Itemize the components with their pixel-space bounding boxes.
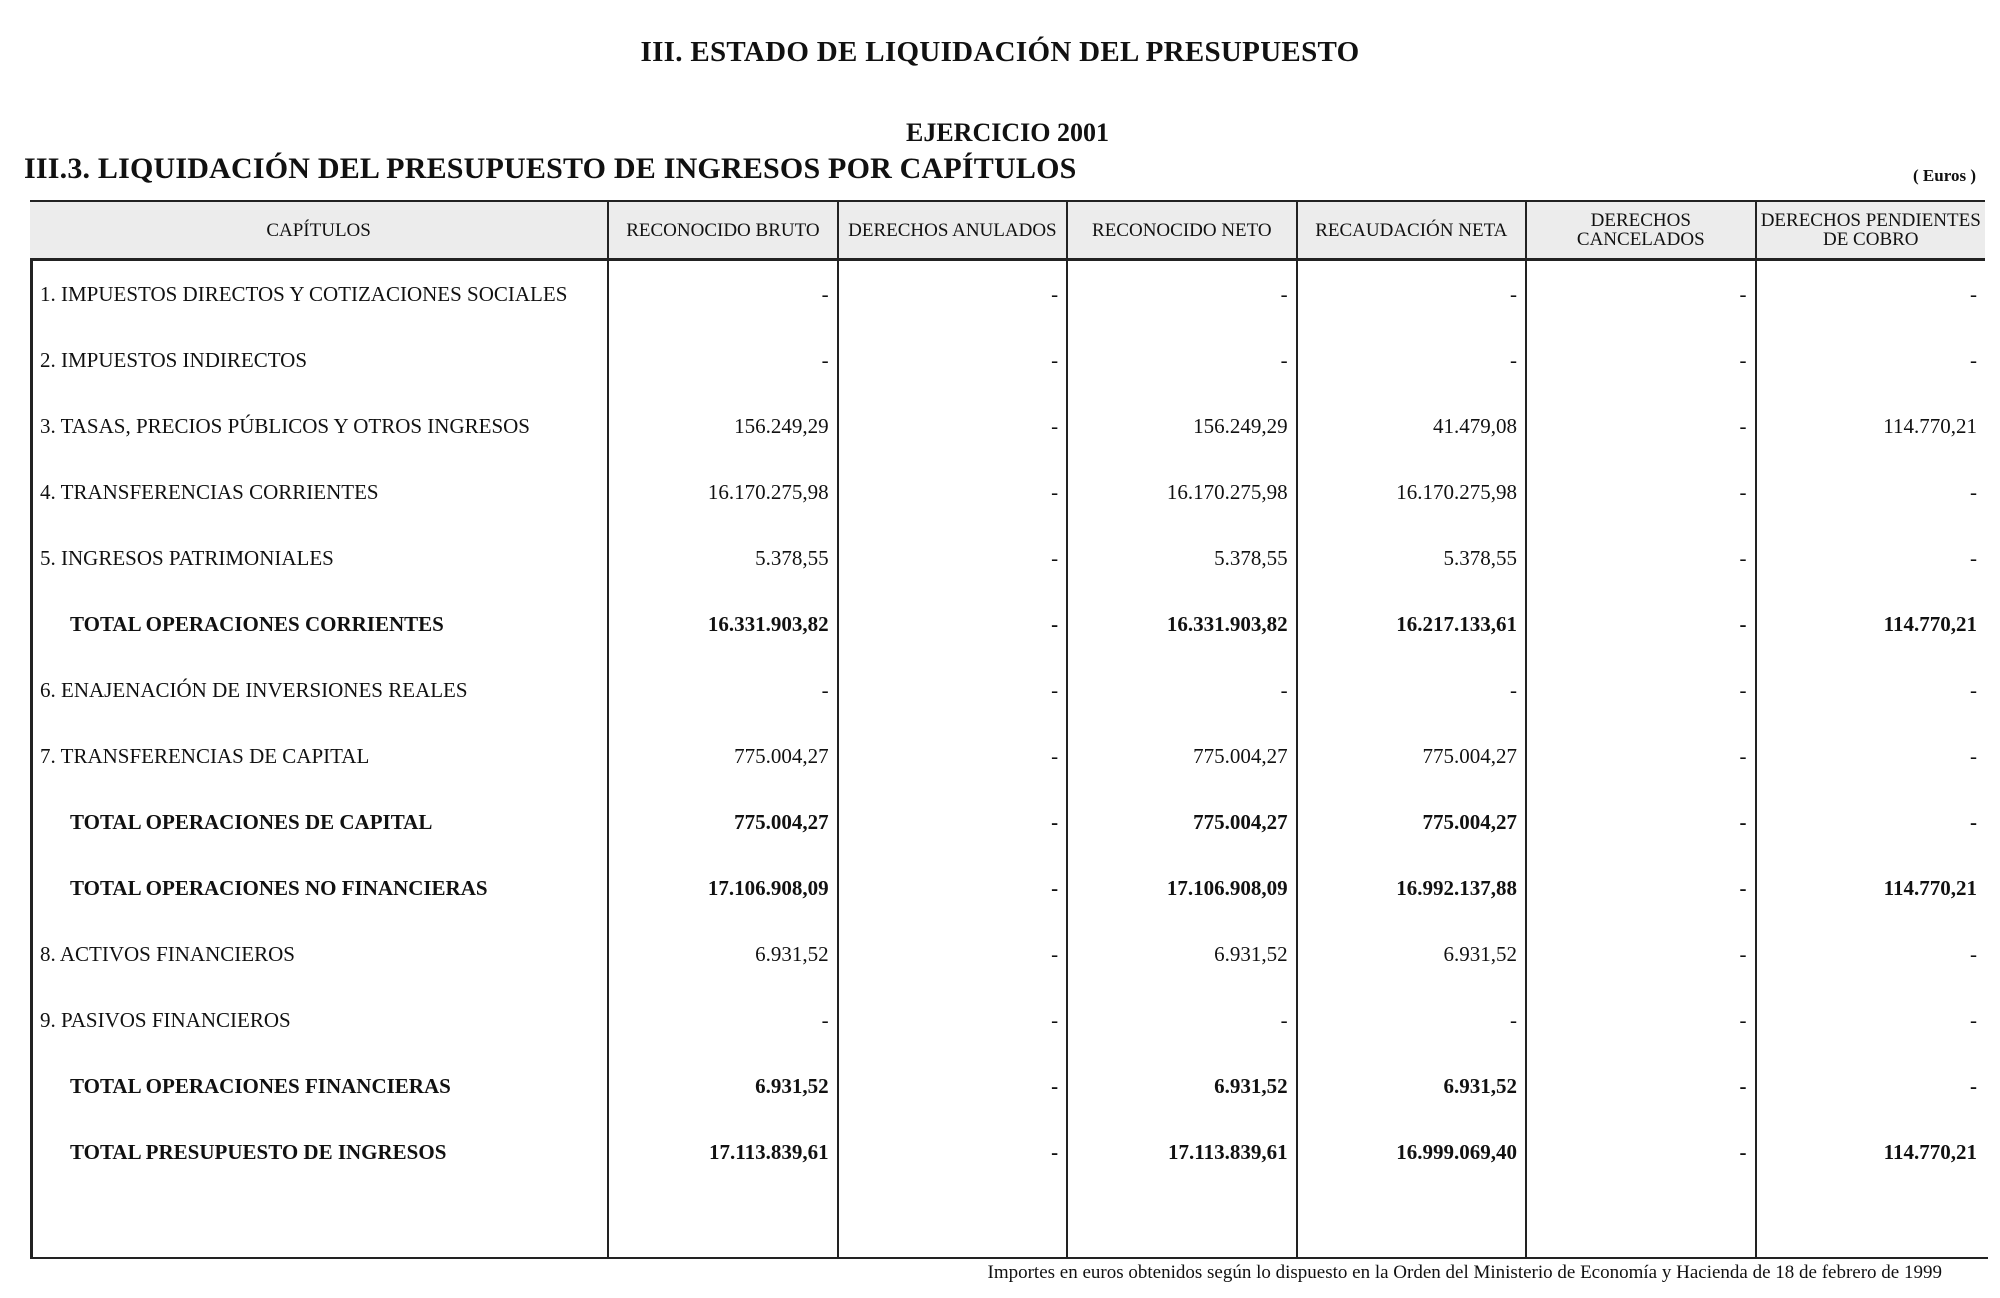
cell-recaudacion-neta: 5.378,55: [1297, 525, 1526, 591]
cell-reconocido-neto: 6.931,52: [1067, 921, 1296, 987]
cell-reconocido-bruto: 775.004,27: [608, 723, 837, 789]
column-header-derechos-anulados: DERECHOS ANULADOS: [838, 201, 1067, 260]
cell-derechos-anulados: -: [838, 525, 1067, 591]
column-header-pendientes-cobro: DERECHOS PENDIENTES DE COBRO: [1756, 201, 1985, 260]
cell-derechos-anulados: -: [838, 987, 1067, 1053]
table-row: [30, 723, 1985, 789]
cell-derechos-cancelados: -: [1526, 723, 1755, 789]
filler-cell: [608, 1185, 837, 1257]
cell-recaudacion-neta: -: [1297, 987, 1526, 1053]
cell-recaudacion-neta: 6.931,52: [1297, 921, 1526, 987]
row-label: 3. TASAS, PRECIOS PÚBLICOS Y OTROS INGRESOS: [40, 413, 530, 438]
cell-reconocido-bruto: 775.004,27: [608, 789, 837, 855]
cell-pendientes-cobro: 114.770,21: [1756, 591, 1985, 657]
cell-pendientes-cobro: -: [1756, 459, 1985, 525]
cell-pendientes-cobro: -: [1756, 723, 1985, 789]
cell-derechos-cancelados: -: [1526, 525, 1755, 591]
cell-pendientes-cobro: 114.770,21: [1756, 393, 1985, 459]
cell-reconocido-bruto: -: [608, 657, 837, 723]
column-header-reconocido-neto: RECONOCIDO NETO: [1067, 201, 1296, 260]
row-label: 7. TRANSFERENCIAS DE CAPITAL: [40, 743, 370, 768]
table-row: [30, 921, 1985, 987]
table-row: [30, 1053, 1985, 1119]
cell-recaudacion-neta: 6.931,52: [1297, 1053, 1526, 1119]
cell-pendientes-cobro: -: [1756, 921, 1985, 987]
cell-derechos-anulados: -: [838, 855, 1067, 921]
filler-cell: [1526, 1185, 1755, 1257]
table-row: [30, 1119, 1985, 1185]
cell-recaudacion-neta: 16.217.133,61: [1297, 591, 1526, 657]
cell-pendientes-cobro: -: [1756, 327, 1985, 393]
cell-reconocido-bruto: 16.331.903,82: [608, 591, 837, 657]
fiscal-year-heading: EJERCICIO 2001: [906, 118, 1109, 147]
cell-reconocido-neto: 17.106.908,09: [1067, 855, 1296, 921]
cell-recaudacion-neta: 16.992.137,88: [1297, 855, 1526, 921]
cell-derechos-anulados: -: [838, 789, 1067, 855]
cell-reconocido-bruto: 6.931,52: [608, 1053, 837, 1119]
row-label: TOTAL OPERACIONES FINANCIERAS: [70, 1073, 451, 1098]
table-row: [30, 591, 1985, 657]
cell-reconocido-bruto: 16.170.275,98: [608, 459, 837, 525]
cell-reconocido-neto: 17.113.839,61: [1067, 1119, 1296, 1185]
budget-liquidation-table: [30, 200, 1985, 1257]
table-row: [30, 789, 1985, 855]
table-row: [30, 459, 1985, 525]
cell-derechos-anulados: -: [838, 260, 1067, 328]
cell-reconocido-bruto: 17.106.908,09: [608, 855, 837, 921]
filler-cell: [838, 1185, 1067, 1257]
cell-derechos-anulados: -: [838, 327, 1067, 393]
cell-derechos-cancelados: -: [1526, 327, 1755, 393]
column-header-recaudacion-neta: RECAUDACIÓN NETA: [1297, 201, 1526, 260]
cell-reconocido-neto: -: [1067, 260, 1296, 328]
cell-recaudacion-neta: 16.170.275,98: [1297, 459, 1526, 525]
cell-derechos-cancelados: -: [1526, 459, 1755, 525]
cell-pendientes-cobro: 114.770,21: [1756, 855, 1985, 921]
cell-reconocido-neto: -: [1067, 657, 1296, 723]
cell-derechos-anulados: -: [838, 1119, 1067, 1185]
cell-pendientes-cobro: -: [1756, 789, 1985, 855]
cell-derechos-cancelados: -: [1526, 921, 1755, 987]
cell-derechos-cancelados: -: [1526, 591, 1755, 657]
cell-recaudacion-neta: -: [1297, 657, 1526, 723]
cell-pendientes-cobro: -: [1756, 1053, 1985, 1119]
section-subtitle: III.3. LIQUIDACIÓN DEL PRESUPUESTO DE INGRESOS POR CAPÍTULOS: [24, 152, 1077, 185]
row-label: 8. ACTIVOS FINANCIEROS: [40, 941, 295, 966]
cell-pendientes-cobro: -: [1756, 260, 1985, 328]
row-label: TOTAL OPERACIONES CORRIENTES: [70, 611, 444, 636]
row-label: 4. TRANSFERENCIAS CORRIENTES: [40, 479, 379, 504]
cell-reconocido-bruto: 17.113.839,61: [608, 1119, 837, 1185]
cell-reconocido-neto: 16.331.903,82: [1067, 591, 1296, 657]
cell-pendientes-cobro: -: [1756, 987, 1985, 1053]
table-row: [30, 393, 1985, 459]
cell-derechos-cancelados: -: [1526, 987, 1755, 1053]
cell-reconocido-neto: -: [1067, 327, 1296, 393]
row-label: 5. INGRESOS PATRIMONIALES: [40, 545, 334, 570]
footnote: Importes en euros obtenidos según lo dispuesto en la Orden del Ministerio de Economía y Hacienda de 18 de febrero de 1999: [987, 1262, 1942, 1283]
cell-recaudacion-neta: -: [1297, 260, 1526, 328]
row-label: 1. IMPUESTOS DIRECTOS Y COTIZACIONES SOCIALES: [40, 281, 568, 306]
cell-reconocido-neto: 775.004,27: [1067, 723, 1296, 789]
table-row: [30, 987, 1985, 1053]
column-header-reconocido-bruto: RECONOCIDO BRUTO: [608, 201, 837, 260]
filler-cell: [1297, 1185, 1526, 1257]
cell-reconocido-neto: -: [1067, 987, 1296, 1053]
cell-derechos-cancelados: -: [1526, 789, 1755, 855]
row-label: TOTAL OPERACIONES DE CAPITAL: [70, 809, 433, 834]
cell-pendientes-cobro: -: [1756, 525, 1985, 591]
cell-derechos-anulados: -: [838, 657, 1067, 723]
currency-units-label: ( Euros ): [1913, 166, 1976, 185]
cell-reconocido-neto: 5.378,55: [1067, 525, 1296, 591]
column-header-derechos-cancelados: DERECHOS CANCELADOS: [1526, 201, 1755, 260]
table-row: [30, 327, 1985, 393]
cell-derechos-cancelados: -: [1526, 260, 1755, 328]
column-header-capitulos: CAPÍTULOS: [30, 201, 608, 260]
cell-derechos-anulados: -: [838, 393, 1067, 459]
table-row: [30, 657, 1985, 723]
cell-recaudacion-neta: 16.999.069,40: [1297, 1119, 1526, 1185]
filler-cell: [1067, 1185, 1296, 1257]
cell-derechos-anulados: -: [838, 1053, 1067, 1119]
cell-recaudacion-neta: -: [1297, 327, 1526, 393]
row-label: 6. ENAJENACIÓN DE INVERSIONES REALES: [40, 677, 468, 702]
cell-reconocido-bruto: 5.378,55: [608, 525, 837, 591]
filler-cell: [30, 1185, 608, 1257]
cell-reconocido-bruto: 6.931,52: [608, 921, 837, 987]
table-header-row: [30, 201, 1985, 260]
cell-reconocido-bruto: -: [608, 987, 837, 1053]
cell-reconocido-neto: 775.004,27: [1067, 789, 1296, 855]
row-label: TOTAL PRESUPUESTO DE INGRESOS: [70, 1139, 447, 1164]
cell-derechos-cancelados: -: [1526, 855, 1755, 921]
cell-derechos-anulados: -: [838, 459, 1067, 525]
row-label: TOTAL OPERACIONES NO FINANCIERAS: [70, 875, 488, 900]
page-title: III. ESTADO DE LIQUIDACIÓN DEL PRESUPUESTO: [640, 36, 1360, 68]
cell-derechos-cancelados: -: [1526, 1053, 1755, 1119]
cell-reconocido-neto: 6.931,52: [1067, 1053, 1296, 1119]
filler-cell: [1756, 1185, 1985, 1257]
table-body: [30, 260, 1985, 1258]
cell-derechos-anulados: -: [838, 921, 1067, 987]
cell-derechos-cancelados: -: [1526, 657, 1755, 723]
cell-pendientes-cobro: 114.770,21: [1756, 1119, 1985, 1185]
cell-derechos-cancelados: -: [1526, 1119, 1755, 1185]
cell-derechos-anulados: -: [838, 723, 1067, 789]
cell-reconocido-bruto: 156.249,29: [608, 393, 837, 459]
cell-derechos-cancelados: -: [1526, 393, 1755, 459]
table-row: [30, 855, 1985, 921]
row-label: 2. IMPUESTOS INDIRECTOS: [40, 347, 308, 372]
table-row: [30, 260, 1985, 328]
cell-recaudacion-neta: 41.479,08: [1297, 393, 1526, 459]
cell-reconocido-neto: 16.170.275,98: [1067, 459, 1296, 525]
cell-reconocido-bruto: -: [608, 260, 837, 328]
cell-recaudacion-neta: 775.004,27: [1297, 789, 1526, 855]
cell-recaudacion-neta: 775.004,27: [1297, 723, 1526, 789]
cell-reconocido-bruto: -: [608, 327, 837, 393]
row-label: 9. PASIVOS FINANCIEROS: [40, 1007, 291, 1032]
cell-reconocido-neto: 156.249,29: [1067, 393, 1296, 459]
table-filler-row: [30, 1185, 1985, 1257]
cell-derechos-anulados: -: [838, 591, 1067, 657]
table-row: [30, 525, 1985, 591]
cell-pendientes-cobro: -: [1756, 657, 1985, 723]
